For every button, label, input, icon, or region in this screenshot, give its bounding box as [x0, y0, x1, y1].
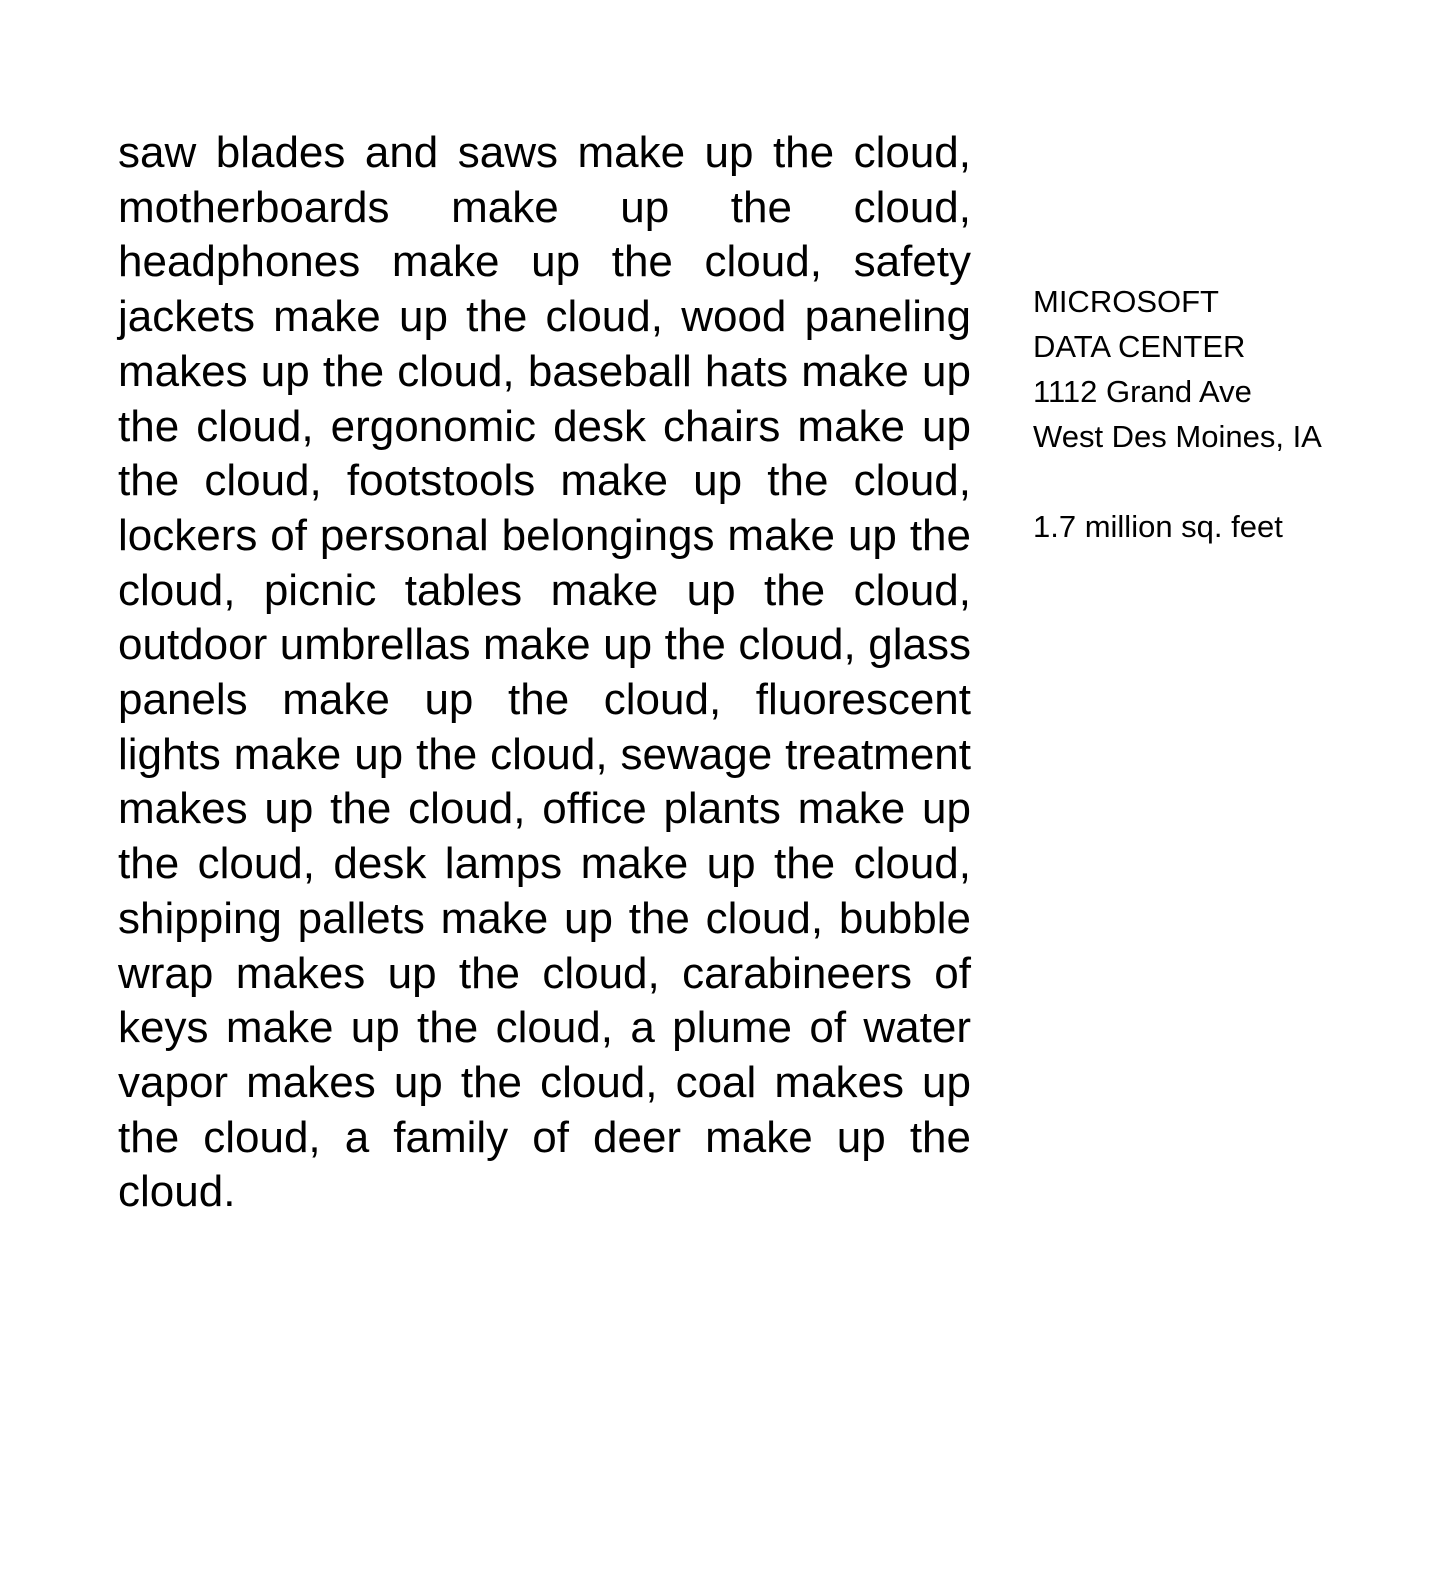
street-address: 1112 Grand Ave — [1033, 374, 1252, 409]
facility-name-line-2: DATA CENTER — [1033, 329, 1246, 364]
location-sidebar — [1033, 279, 1423, 549]
facility-name-line-1: MICROSOFT — [1033, 284, 1219, 319]
poem-paragraph: saw blades and saws make up the cloud, motherboards make up the cloud, headphones make up the cloud, safety jackets make up the cloud, wood paneling makes up the cloud, baseball hats make up the cloud, ergonomic desk chairs make up the cloud, footstools make up the cloud, lockers of personal belongings make up the cloud, picnic tables make up the cloud, outdoor umbrellas make up the cloud, glass panels make up the cloud, fluorescent lights make up the cloud, sewage treatment makes up the cloud, office plants make up the cloud, desk lamps make up the cloud, shipping pallets make up the cloud, bubble wrap makes up the cloud, carabineers of keys make up the cloud, a plume of water vapor makes up the cloud, coal makes up the cloud, a family of deer make up the cloud. — [118, 128, 971, 1217]
sidebar-spacer — [1033, 459, 1423, 504]
facility-area: 1.7 million sq. feet — [1033, 509, 1283, 544]
city-state: West Des Moines, IA — [1033, 419, 1322, 454]
